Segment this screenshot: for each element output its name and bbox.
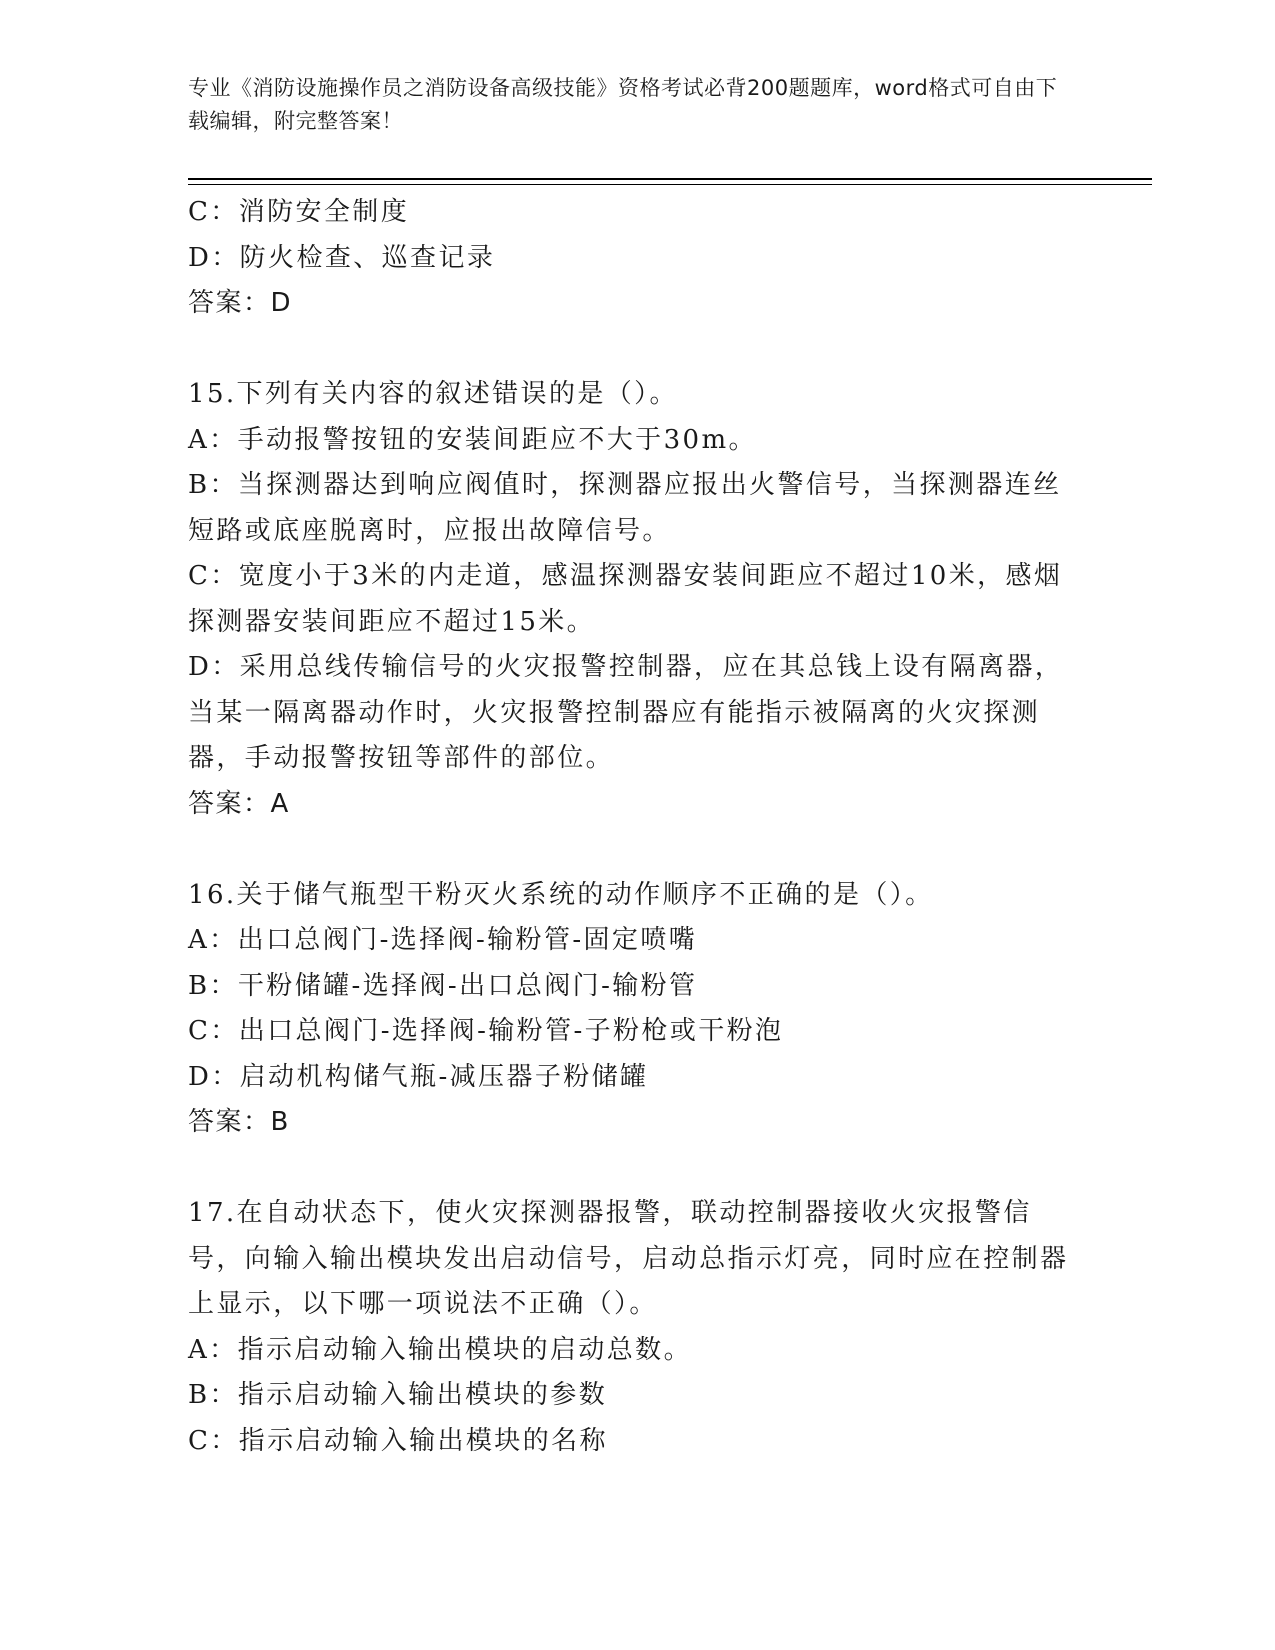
option-d: D：采用总线传输信号的火灾报警控制器，应在其总钱上设有隔离器，当某一隔离器动作时，火灾报警控制器应有能指示被隔离的火灾探测器，手动报警按钮等部件的部位。 [188, 652, 1064, 773]
option-b: B：干粉储罐-选择阀-出口总阀门-输粉管 [188, 970, 698, 1001]
question-16 [188, 873, 1088, 1146]
document-body [188, 190, 1088, 1464]
answer: 答案：D [188, 288, 293, 318]
answer: 答案：B [188, 1107, 290, 1137]
question-17 [188, 1191, 1088, 1464]
question-14 [188, 190, 1088, 327]
option-c: C：宽度小于3米的内走道，感温探测器安装间距应不超过10米，感烟探测器安装间距应不超过15米。 [188, 561, 1063, 637]
question-stem: 15.下列有关内容的叙述错误的是（）。 [188, 379, 678, 409]
option-b: B：当探测器达到响应阀值时，探测器应报出火警信号，当探测器连丝短路或底座脱离时，应报出故障信号。 [188, 470, 1062, 546]
answer: 答案：A [188, 788, 290, 819]
question-15 [188, 372, 1088, 827]
option-a: A：手动报警按钮的安装间距应不大于30m。 [188, 424, 757, 455]
option-d: D：防火检查、巡查记录 [188, 242, 496, 273]
option-d: D：启动机构储气瓶-减压器子粉储罐 [188, 1061, 649, 1092]
spacer [188, 1146, 1088, 1192]
question-stem: 17.在自动状态下，使火灾探测器报警，联动控制器接收火灾报警信号，向输入输出模块发出启动信号，启动总指示灯亮，同时应在控制器上显示，以下哪一项说法不正确（）。 [188, 1198, 1069, 1319]
header-rule-thin [188, 184, 1152, 185]
spacer [188, 827, 1088, 873]
option-c: C：指示启动输入输出模块的名称 [188, 1425, 608, 1456]
header-text: 专业《消防设施操作员之消防设备高级技能》资格考试必背200题题库，word格式可自由下载编辑，附完整答案！ [188, 76, 1058, 133]
question-stem: 16.关于储气瓶型干粉灭火系统的动作顺序不正确的是（）。 [188, 879, 934, 910]
header-rule-thick [188, 178, 1152, 180]
option-a: A：出口总阀门-选择阀-输粉管-固定喷嘴 [188, 925, 698, 955]
option-b: B：指示启动输入输出模块的参数 [188, 1380, 608, 1410]
spacer [188, 327, 1088, 373]
option-c: C：消防安全制度 [188, 197, 410, 227]
option-c: C：出口总阀门-选择阀-输粉管-子粉枪或干粉泡 [188, 1016, 784, 1046]
option-a: A：指示启动输入输出模块的启动总数。 [188, 1334, 692, 1365]
document-header [188, 72, 1076, 138]
